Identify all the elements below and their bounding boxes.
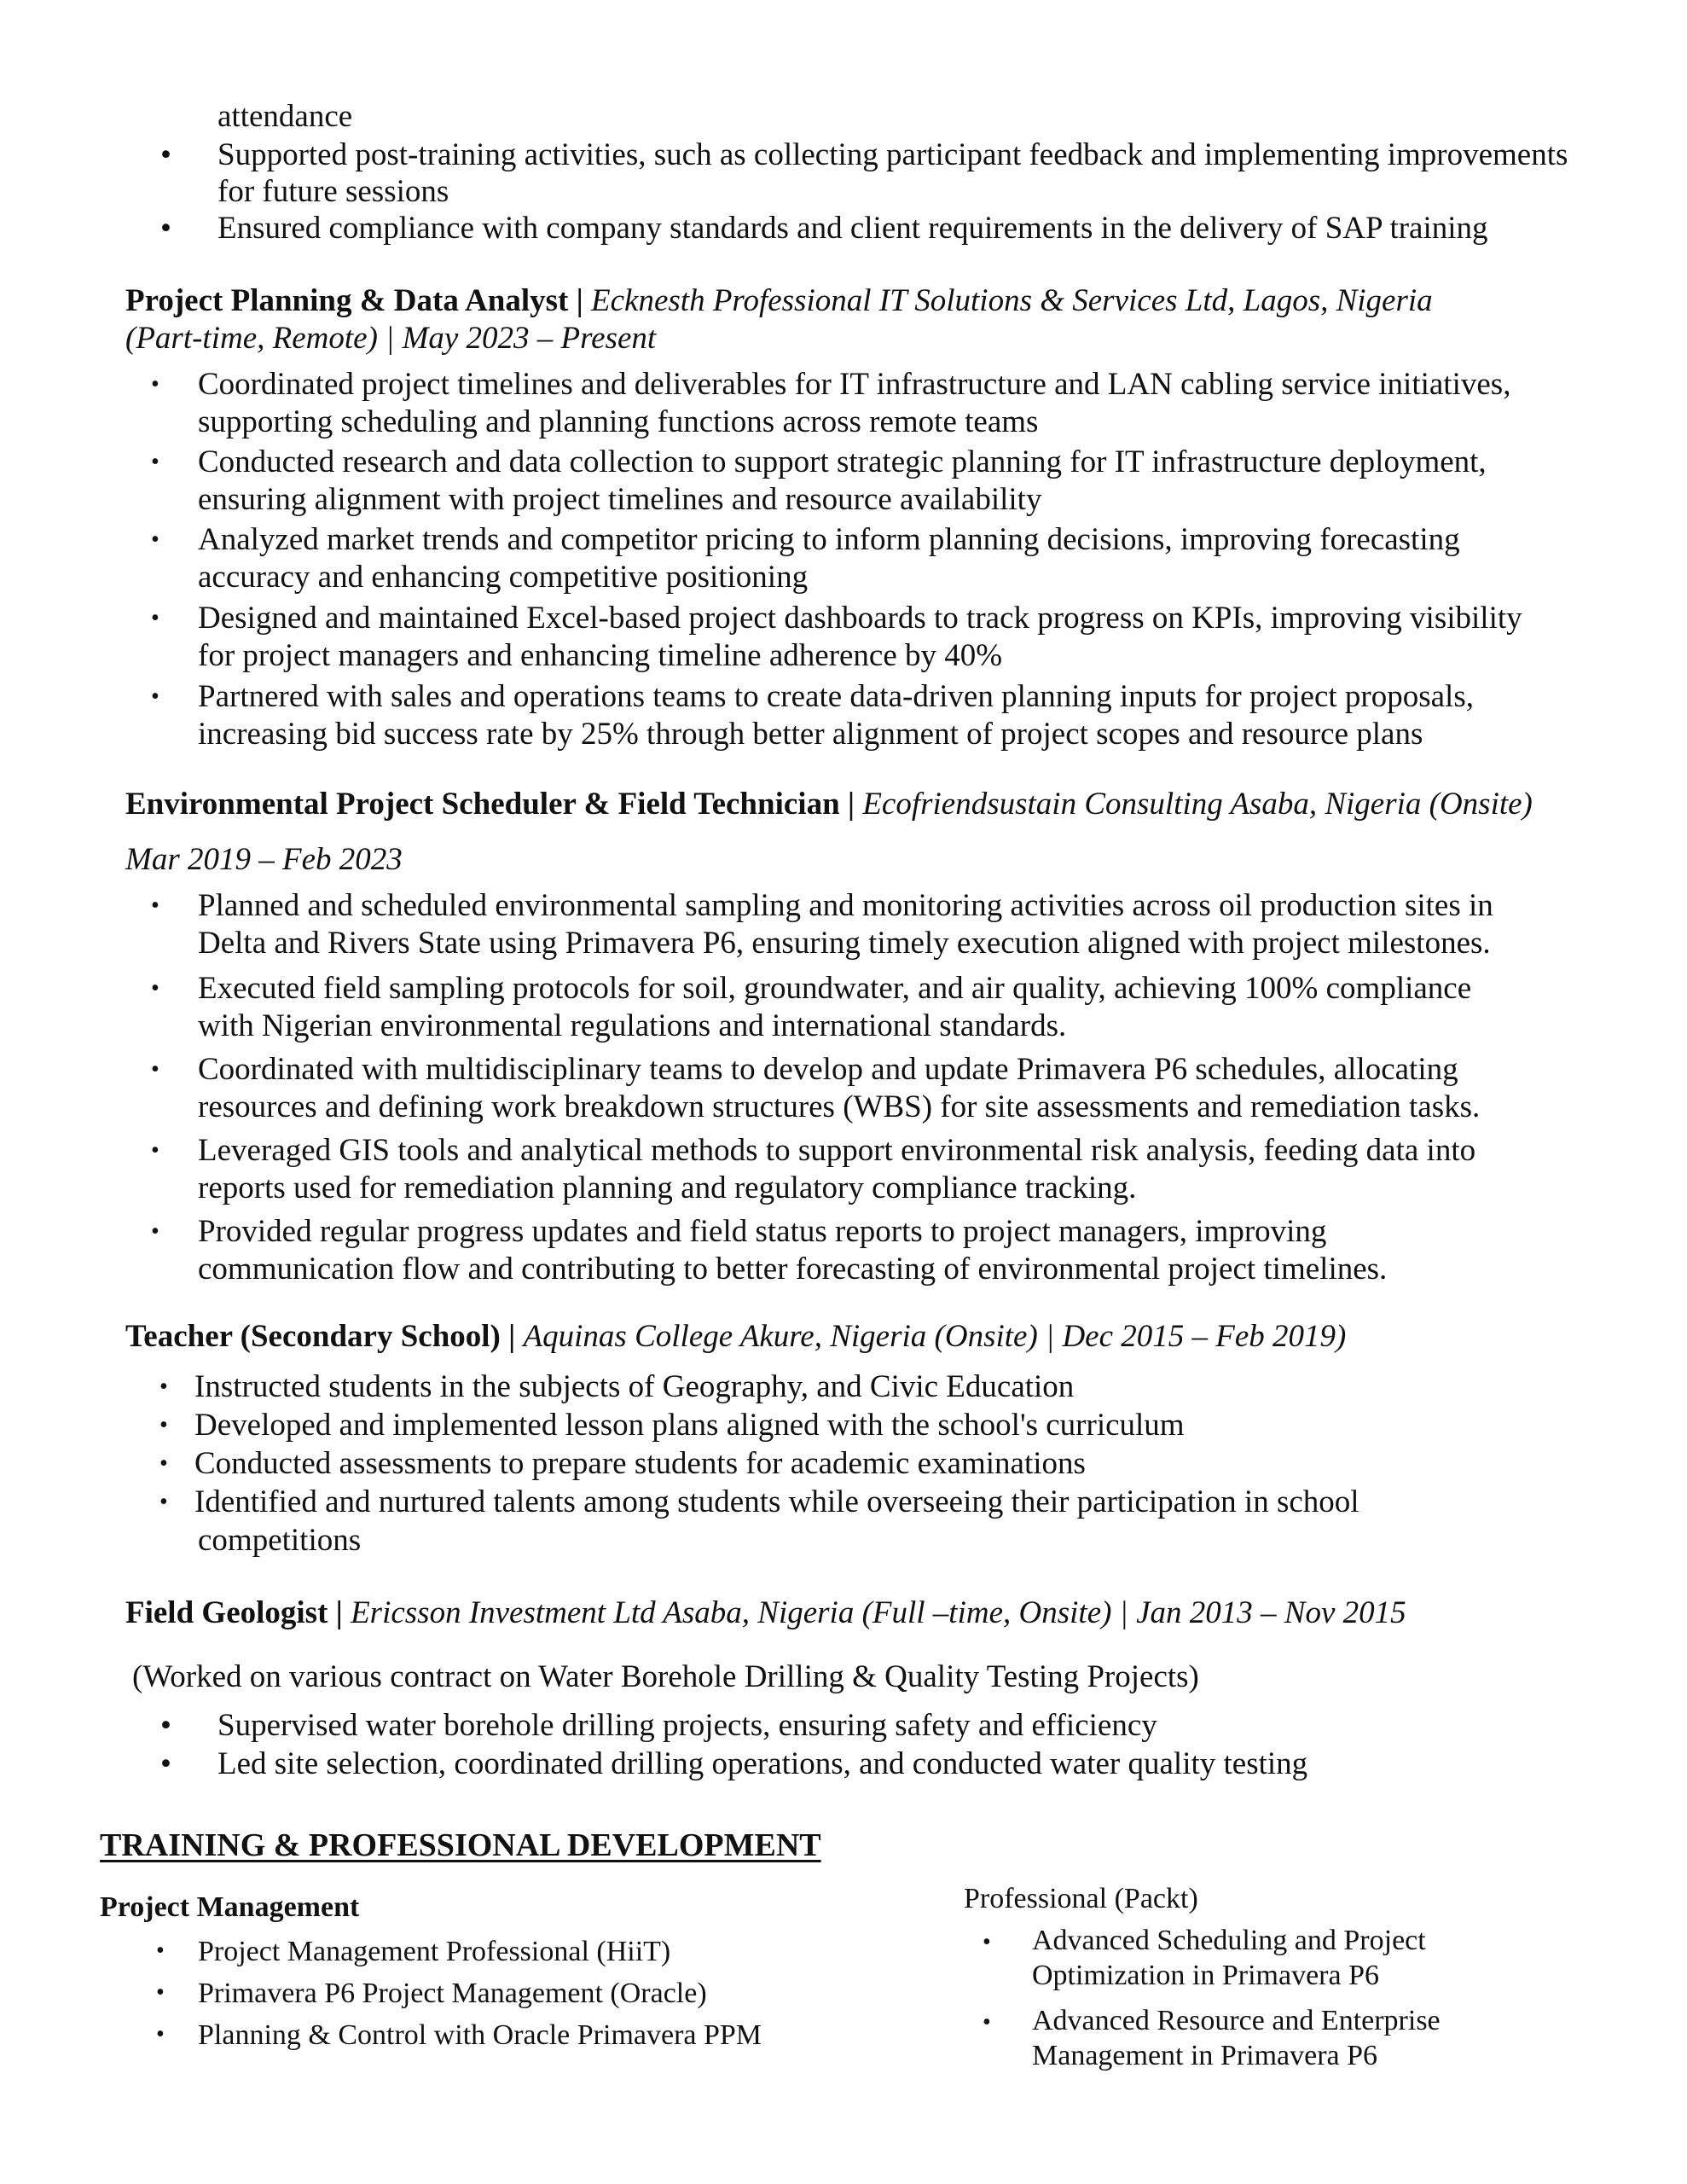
bullet-glyph: • — [159, 1374, 168, 1400]
bullet-glyph: • — [151, 683, 159, 710]
training-item: Management in Primavera P6 — [1032, 2040, 1378, 2071]
job-dates — [125, 319, 656, 357]
bullet-text: Instructed students in the subjects of Geography, and Civic Education — [194, 1369, 1075, 1404]
job-heading — [125, 785, 1533, 823]
bullet-text: Conducted research and data collection to support strategic planning for IT infrastructure deployment, — [198, 444, 1487, 479]
job-company: Aquinas College Akure, Nigeria (Onsite) | Dec 2015 – Feb 2019) — [523, 1319, 1347, 1354]
bullet-glyph: • — [983, 2009, 991, 2036]
bullet-text: Delta and Rivers State using Primavera P6, ensuring timely execution aligned with project milestones. — [198, 926, 1491, 961]
job-title: Environmental Project Scheduler & Field Technician — [125, 787, 840, 822]
bullet-glyph: • — [151, 1056, 159, 1083]
job-title: Teacher (Secondary School) — [125, 1319, 501, 1354]
bullet-text: Coordinated project timelines and deliverables for IT infrastructure and LAN cabling service initiatives, — [198, 367, 1511, 402]
bullet-glyph: • — [151, 1137, 159, 1164]
bullet-glyph: • — [160, 1708, 171, 1743]
bullet-text: Supervised water borehole drilling projects, ensuring safety and efficiency — [217, 1708, 1157, 1743]
bullet-text: Executed field sampling protocols for soil, groundwater, and air quality, achieving 100% compliance — [198, 971, 1472, 1006]
bullet-text: Coordinated with multidisciplinary teams to develop and update Primavera P6 schedules, allocating — [198, 1052, 1458, 1087]
bullet-text: with Nigerian environmental regulations and international standards. — [198, 1008, 1067, 1043]
bullet-text: for project managers and enhancing timeline adherence by 40% — [198, 638, 1003, 673]
bullet-glyph: • — [151, 605, 159, 631]
job-company: Ecofriendsustain Consulting Asaba, Nigeria (Onsite) — [862, 787, 1533, 822]
bullet-glyph: • — [160, 137, 171, 172]
job-heading — [125, 1594, 1406, 1632]
job-title: Field Geologist — [125, 1595, 328, 1630]
bullet-text: reports used for remediation planning and regulatory compliance tracking. — [198, 1170, 1137, 1205]
job-dates-text: Mar 2019 – Feb 2023 — [125, 842, 403, 877]
separator: | — [839, 787, 863, 822]
bullet-text: supporting scheduling and planning functions across remote teams — [198, 404, 1039, 439]
bullet-text: Designed and maintained Excel-based project dashboards to track progress on KPIs, improving visibility — [198, 601, 1522, 636]
bullet-text: Developed and implemented lesson plans aligned with the school's curriculum — [194, 1408, 1185, 1443]
job-company: Ecknesth Professional IT Solutions & Services Ltd, Lagos, Nigeria — [591, 283, 1433, 318]
bullet-text: for future sessions — [217, 174, 449, 209]
bullet-glyph: • — [160, 1746, 171, 1781]
bullet-text: Conducted assessments to prepare students for academic examinations — [194, 1446, 1086, 1481]
bullet-text: communication flow and contributing to better forecasting of environmental project timelines. — [198, 1252, 1388, 1287]
bullet-glyph: • — [151, 892, 159, 919]
bullet-continuation: attendance — [217, 99, 353, 134]
bullet-text: Supported post-training activities, such as collecting participant feedback and implementing improvements — [217, 137, 1568, 172]
training-item: Optimization in Primavera P6 — [1032, 1960, 1379, 1991]
training-item: Planning & Control with Oracle Primavera PPM — [198, 2019, 762, 2051]
bullet-glyph: • — [983, 1929, 991, 1955]
bullet-glyph: • — [151, 975, 159, 1002]
bullet-text: resources and defining work breakdown structures (WBS) for site assessments and remediation tasks. — [198, 1089, 1481, 1124]
section-heading-training: TRAINING & PROFESSIONAL DEVELOPMENT — [100, 1827, 821, 1863]
bullet-glyph: • — [160, 211, 171, 246]
job-dates — [125, 840, 403, 879]
separator: | — [568, 283, 592, 318]
bullet-text: Ensured compliance with company standards and client requirements in the delivery of SAP training — [217, 211, 1488, 246]
bullet-text: Identified and nurtured talents among students while overseeing their participation in school — [194, 1484, 1359, 1519]
bullet-glyph: • — [159, 1450, 168, 1477]
bullet-glyph: • — [159, 1489, 168, 1515]
bullet-text: increasing bid success rate by 25% through better alignment of project scopes and resource plans — [198, 717, 1423, 752]
bullet-text: ensuring alignment with project timelines and resource availability — [198, 482, 1042, 517]
bullet-text: Analyzed market trends and competitor pricing to inform planning decisions, improving forecasting — [198, 522, 1460, 557]
bullet-glyph: • — [151, 526, 159, 553]
bullet-glyph: • — [151, 371, 159, 398]
bullet-text: Provided regular progress updates and field status reports to project managers, improving — [198, 1214, 1327, 1249]
bullet-glyph: • — [156, 1979, 165, 2006]
training-subheading-right: Professional (Packt) — [964, 1883, 1198, 1914]
job-heading — [125, 1317, 1346, 1356]
training-item: Project Management Professional (HiiT) — [198, 1936, 671, 1967]
bullet-glyph: • — [156, 2021, 165, 2048]
training-item: Advanced Scheduling and Project — [1032, 1925, 1426, 1956]
bullet-glyph: • — [151, 1218, 159, 1245]
bullet-text: Partnered with sales and operations teams to create data-driven planning inputs for project proposals, — [198, 679, 1474, 714]
bullet-text: Leveraged GIS tools and analytical methods to support environmental risk analysis, feeding data into — [198, 1133, 1476, 1168]
job-title: Project Planning & Data Analyst — [125, 283, 569, 318]
bullet-text: Led site selection, coordinated drilling operations, and conducted water quality testing — [217, 1746, 1308, 1781]
bullet-glyph: • — [151, 449, 159, 475]
bullet-text: competitions — [198, 1523, 362, 1558]
job-company: Ericsson Investment Ltd Asaba, Nigeria (Full –time, Onsite) | Jan 2013 – Nov 2015 — [351, 1595, 1406, 1630]
training-subheading-left: Project Management — [100, 1891, 360, 1923]
separator: | — [500, 1319, 524, 1354]
training-item: Primavera P6 Project Management (Oracle) — [198, 1978, 707, 2009]
job-dates-text: (Part-time, Remote) | May 2023 – Present — [125, 321, 657, 356]
bullet-glyph: • — [159, 1412, 168, 1438]
bullet-text: Planned and scheduled environmental sampling and monitoring activities across oil production sites in — [198, 888, 1493, 923]
job-note: (Worked on various contract on Water Borehole Drilling & Quality Testing Projects) — [132, 1659, 1199, 1694]
bullet-text: accuracy and enhancing competitive positioning — [198, 560, 809, 595]
bullet-glyph: • — [156, 1937, 165, 1964]
separator: | — [328, 1595, 351, 1630]
training-item: Advanced Resource and Enterprise — [1032, 2005, 1441, 2036]
job-heading — [125, 282, 1433, 320]
